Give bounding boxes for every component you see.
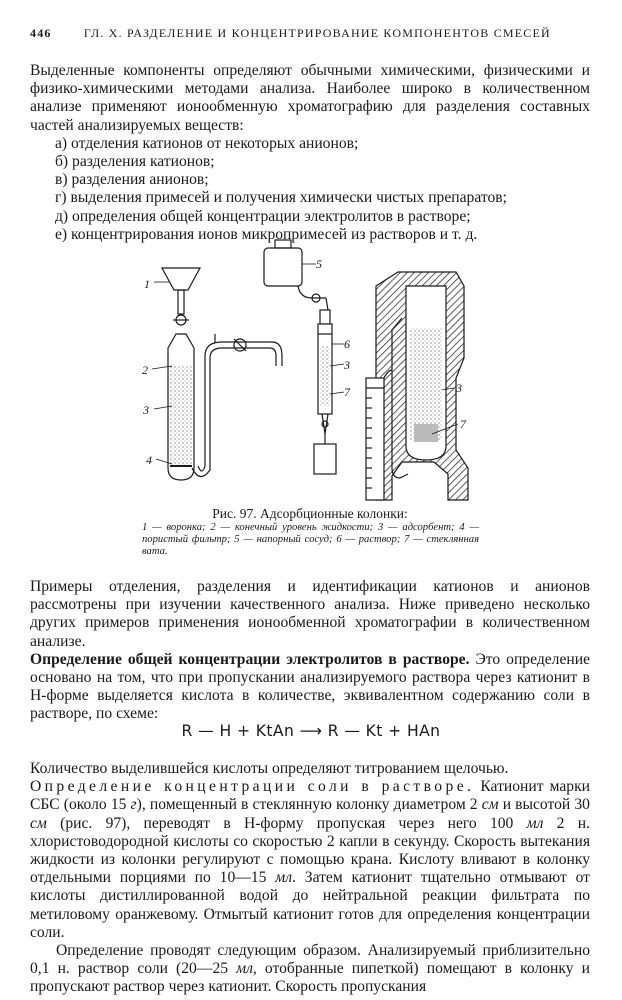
unit-run: мл bbox=[236, 960, 253, 978]
unit-run: см bbox=[30, 814, 47, 832]
text-run: Катионит марки СБС (около 15 bbox=[30, 778, 590, 814]
list-item: г) выделения примесей и получения химически чистых препаратов; bbox=[55, 189, 507, 207]
paragraph-titration: Количество выделившейся кислоты определяют титрованием щелочью. bbox=[30, 760, 509, 777]
label-5: 5 bbox=[316, 257, 322, 271]
unit-run: г bbox=[130, 796, 137, 814]
list-item: д) определения общей концентрации электролитов в растворе; bbox=[55, 207, 471, 225]
text-run: 2 н. хлористоводородной кислоты со скоростью 2 капли в секунду. Скорость вытекания жидкости из колонки регулируют с помощью крана. Кислоту вливают в колонку отдельными порциями по 10—15 bbox=[30, 814, 590, 887]
label-4: 4 bbox=[146, 453, 152, 467]
reaction-scheme: R — H + KtAn ⟶ R — Kt + HAn bbox=[181, 722, 441, 740]
unit-run: мл bbox=[275, 869, 293, 887]
list-item: б) разделения катионов; bbox=[55, 153, 215, 171]
text-run: , отобранные пипеткой) помещают в колонку и пропускают раствор через катионит. Скорость пропускания bbox=[30, 960, 590, 996]
text-run: . Затем катионит тщательно отмывают от кислоты дистиллированной водой до нейтральной реакции фильтрата по метиловому оранжевому. Отмытый катионит готов для определения концентрации соли. bbox=[30, 869, 590, 941]
paragraph-total-concentration bbox=[30, 651, 590, 724]
section-heading-total-concentration: Определение общей концентрации электролитов в растворе. bbox=[30, 650, 470, 668]
column-3-drawing bbox=[366, 272, 468, 500]
text-run: Определение проводят следующим образом. Анализируемый приблизительно 0,1 н. раствор соли (20—25 bbox=[30, 942, 590, 978]
label-7-column-2: 7 bbox=[344, 385, 350, 399]
running-title: ГЛ. X. РАЗДЕЛЕНИЕ И КОНЦЕНТРИРОВАНИЕ КОМПОНЕНТОВ СМЕСЕЙ bbox=[83, 26, 551, 40]
unit-run: мл bbox=[526, 814, 544, 832]
unit-run: см bbox=[481, 796, 499, 814]
text-run: и высотой 30 bbox=[498, 796, 590, 814]
figure-legend: 1 — воронка; 2 — конечный уровень жидкости; 3 — адсорбент; 4 — пористый фильтр; 5 — напорный сосуд; 6 — раствор; 7 — стеклянная вата. bbox=[142, 522, 479, 557]
intro-block bbox=[30, 62, 590, 244]
paragraph-procedure bbox=[30, 942, 590, 997]
page-number: 446 bbox=[30, 26, 52, 40]
running-header bbox=[30, 26, 590, 41]
paragraph-examples: Примеры отделения, разделения и идентификации катионов и анионов рассмотрены при изучении качественного анализа. Ниже приведено несколько других примеров применения ионообменной хроматографии в количественном анализе. bbox=[30, 578, 590, 650]
intro-paragraph: Выделенные компоненты определяют обычными химическими, физическими и физико-химическими методами анализа. Наиболее широко в количественном анализе применяют ионообменную хроматографию для разделения составных частей анализируемых веществ: bbox=[30, 62, 590, 134]
label-3-column-3: 3 bbox=[456, 381, 462, 395]
section-heading-salt-concentration: Определение концентрации соли в растворе. bbox=[30, 778, 475, 796]
procedure-block bbox=[30, 760, 590, 997]
label-7-column-3: 7 bbox=[460, 417, 466, 431]
paragraph-total-concentration-body: Это определение основано на том, что при пропускании анализируемого раствора через катионит в Н-форме выделяется кислота в количестве, эквивалентном содержанию соли в растворе, по схеме: bbox=[30, 650, 590, 723]
label-6: 6 bbox=[344, 337, 350, 351]
list-item: е) концентрирования ионов микропримесей из растворов и т. д. bbox=[55, 225, 478, 243]
text-run: ), помещенный в стеклянную колонку диаметром 2 bbox=[136, 796, 482, 814]
label-2: 2 bbox=[142, 363, 148, 377]
column-1-drawing bbox=[162, 268, 282, 480]
text-run: (рис. 97), переводят в Н-форму пропуская через него 100 bbox=[46, 814, 527, 832]
label-3: 3 bbox=[143, 403, 149, 417]
paragraph-salt-concentration bbox=[30, 778, 590, 942]
figure-caption: Рис. 97. Адсорбционные колонки: bbox=[212, 506, 408, 521]
label-1: 1 bbox=[144, 277, 150, 291]
column-2-drawing bbox=[264, 240, 336, 474]
examples-block bbox=[30, 578, 590, 724]
application-list bbox=[30, 135, 590, 244]
list-item: а) отделения катионов от некоторых анионов; bbox=[55, 134, 359, 152]
label-3-column-2: 3 bbox=[344, 358, 350, 372]
list-item: в) разделения анионов; bbox=[55, 171, 209, 189]
figure-97-columns bbox=[130, 238, 480, 508]
